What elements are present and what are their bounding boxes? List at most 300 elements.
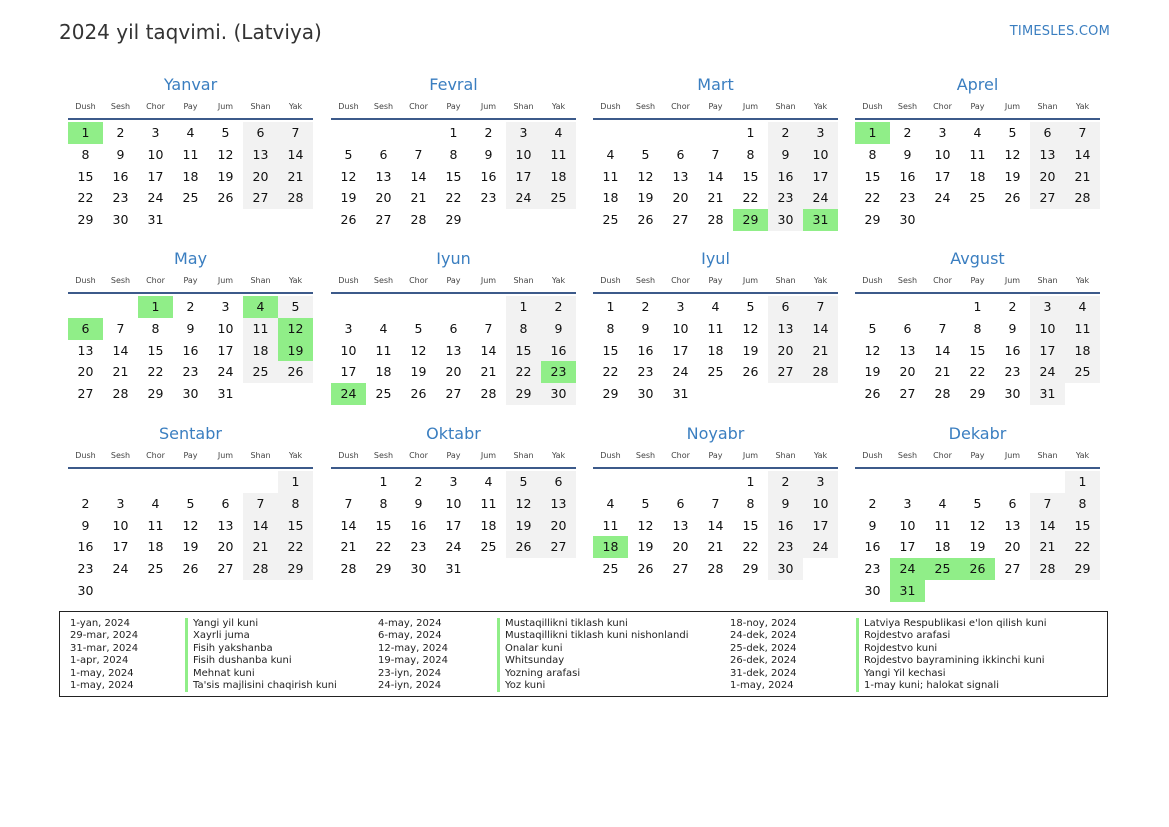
day-cell[interactable]: 20 <box>375 190 392 206</box>
day-cell[interactable]: 25 <box>969 190 986 206</box>
day-cell[interactable]: 12 <box>637 517 654 533</box>
holiday-day-cell[interactable]: 31 <box>803 209 838 231</box>
day-cell[interactable]: 15 <box>1065 515 1100 537</box>
holiday-day-cell[interactable]: 1 <box>855 122 890 144</box>
day-cell[interactable]: 14 <box>340 517 357 533</box>
day-cell[interactable]: 15 <box>147 342 164 358</box>
day-cell[interactable]: 18 <box>480 517 497 533</box>
day-cell[interactable]: 22 <box>506 361 541 383</box>
day-cell[interactable]: 6 <box>903 320 912 336</box>
day-cell[interactable]: 17 <box>217 342 234 358</box>
day-cell[interactable]: 11 <box>147 517 164 533</box>
day-cell[interactable]: 24 <box>803 187 838 209</box>
day-cell[interactable]: 22 <box>742 539 759 555</box>
day-cell[interactable]: 17 <box>803 166 838 188</box>
day-cell[interactable]: 4 <box>379 320 388 336</box>
day-cell[interactable]: 5 <box>868 320 877 336</box>
day-cell[interactable]: 19 <box>1004 168 1021 184</box>
day-cell[interactable]: 2 <box>414 474 423 489</box>
day-cell[interactable]: 28 <box>278 187 313 209</box>
day-cell[interactable]: 7 <box>803 296 838 318</box>
day-cell[interactable]: 25 <box>375 386 392 402</box>
day-cell[interactable]: 7 <box>278 122 313 144</box>
day-cell[interactable]: 22 <box>77 190 94 206</box>
holiday-day-cell[interactable]: 23 <box>541 361 576 383</box>
day-cell[interactable]: 18 <box>602 190 619 206</box>
day-cell[interactable]: 22 <box>602 364 619 380</box>
day-cell[interactable]: 9 <box>768 144 803 166</box>
day-cell[interactable]: 25 <box>541 187 576 209</box>
day-cell[interactable]: 27 <box>445 386 462 402</box>
day-cell[interactable]: 12 <box>742 320 759 336</box>
day-cell[interactable]: 4 <box>711 299 720 314</box>
day-cell[interactable]: 23 <box>77 561 94 577</box>
day-cell[interactable]: 7 <box>344 495 353 511</box>
day-cell[interactable]: 5 <box>1008 125 1017 140</box>
day-cell[interactable]: 4 <box>151 495 160 511</box>
day-cell[interactable]: 24 <box>803 536 838 558</box>
day-cell[interactable]: 16 <box>637 342 654 358</box>
day-cell[interactable]: 27 <box>672 212 689 228</box>
day-cell[interactable]: 26 <box>1004 190 1021 206</box>
holiday-day-cell[interactable]: 18 <box>593 536 628 558</box>
day-cell[interactable]: 9 <box>541 318 576 340</box>
day-cell[interactable]: 9 <box>484 146 493 162</box>
day-cell[interactable]: 27 <box>672 561 689 577</box>
day-cell[interactable]: 1 <box>506 296 541 318</box>
day-cell[interactable]: 6 <box>1030 122 1065 144</box>
day-cell[interactable]: 21 <box>707 190 724 206</box>
day-cell[interactable]: 10 <box>899 517 916 533</box>
day-cell[interactable]: 1 <box>379 474 388 489</box>
day-cell[interactable]: 27 <box>375 212 392 228</box>
day-cell[interactable]: 16 <box>768 515 803 537</box>
day-cell[interactable]: 6 <box>541 471 576 493</box>
day-cell[interactable]: 23 <box>1004 364 1021 380</box>
day-cell[interactable]: 15 <box>864 168 881 184</box>
day-cell[interactable]: 11 <box>480 495 497 511</box>
day-cell[interactable]: 3 <box>676 299 685 314</box>
day-cell[interactable]: 3 <box>449 474 458 489</box>
day-cell[interactable]: 7 <box>116 320 125 336</box>
day-cell[interactable]: 24 <box>934 190 951 206</box>
day-cell[interactable]: 12 <box>969 517 986 533</box>
day-cell[interactable]: 26 <box>182 561 199 577</box>
day-cell[interactable]: 19 <box>410 364 427 380</box>
day-cell[interactable]: 19 <box>637 190 654 206</box>
day-cell[interactable]: 13 <box>768 318 803 340</box>
day-cell[interactable]: 2 <box>116 125 125 140</box>
day-cell[interactable]: 6 <box>676 495 685 511</box>
day-cell[interactable]: 8 <box>449 146 458 162</box>
day-cell[interactable]: 1 <box>1065 471 1100 493</box>
day-cell[interactable]: 9 <box>116 146 125 162</box>
day-cell[interactable]: 4 <box>938 495 947 511</box>
day-cell[interactable]: 20 <box>445 364 462 380</box>
day-cell[interactable]: 22 <box>969 364 986 380</box>
day-cell[interactable]: 19 <box>742 342 759 358</box>
day-cell[interactable]: 21 <box>1065 166 1100 188</box>
day-cell[interactable]: 23 <box>637 364 654 380</box>
day-cell[interactable]: 8 <box>278 493 313 515</box>
day-cell[interactable]: 12 <box>182 517 199 533</box>
day-cell[interactable]: 7 <box>711 495 720 511</box>
day-cell[interactable]: 9 <box>641 320 650 336</box>
day-cell[interactable]: 18 <box>243 340 278 362</box>
day-cell[interactable]: 16 <box>541 340 576 362</box>
day-cell[interactable]: 8 <box>506 318 541 340</box>
day-cell[interactable]: 27 <box>1004 561 1021 577</box>
day-cell[interactable]: 27 <box>1030 187 1065 209</box>
day-cell[interactable]: 5 <box>186 495 195 511</box>
day-cell[interactable]: 10 <box>217 320 234 336</box>
day-cell[interactable]: 18 <box>541 166 576 188</box>
day-cell[interactable]: 1 <box>449 125 458 140</box>
day-cell[interactable]: 8 <box>868 146 877 162</box>
day-cell[interactable]: 5 <box>506 471 541 493</box>
day-cell[interactable]: 11 <box>602 517 619 533</box>
day-cell[interactable]: 14 <box>934 342 951 358</box>
day-cell[interactable]: 26 <box>864 386 881 402</box>
day-cell[interactable]: 24 <box>1030 361 1065 383</box>
day-cell[interactable]: 16 <box>899 168 916 184</box>
day-cell[interactable]: 9 <box>186 320 195 336</box>
day-cell[interactable]: 26 <box>742 364 759 380</box>
day-cell[interactable]: 22 <box>375 539 392 555</box>
day-cell[interactable]: 7 <box>243 493 278 515</box>
day-cell[interactable]: 19 <box>182 539 199 555</box>
day-cell[interactable]: 4 <box>484 474 493 489</box>
day-cell[interactable]: 25 <box>602 212 619 228</box>
day-cell[interactable]: 8 <box>746 495 755 511</box>
day-cell[interactable]: 5 <box>641 495 650 511</box>
day-cell[interactable]: 21 <box>410 190 427 206</box>
day-cell[interactable]: 31 <box>445 561 462 577</box>
site-link[interactable]: TIMESLES.COM <box>1009 24 1110 39</box>
day-cell[interactable]: 13 <box>899 342 916 358</box>
day-cell[interactable]: 3 <box>506 122 541 144</box>
holiday-day-cell[interactable]: 1 <box>68 122 103 144</box>
day-cell[interactable]: 14 <box>707 168 724 184</box>
day-cell[interactable]: 30 <box>77 582 94 598</box>
day-cell[interactable]: 17 <box>899 539 916 555</box>
day-cell[interactable]: 11 <box>182 146 199 162</box>
day-cell[interactable]: 24 <box>445 539 462 555</box>
day-cell[interactable]: 13 <box>672 168 689 184</box>
day-cell[interactable]: 22 <box>147 364 164 380</box>
day-cell[interactable]: 12 <box>217 146 234 162</box>
day-cell[interactable]: 28 <box>480 386 497 402</box>
day-cell[interactable]: 21 <box>112 364 129 380</box>
day-cell[interactable]: 20 <box>217 539 234 555</box>
day-cell[interactable]: 25 <box>147 561 164 577</box>
day-cell[interactable]: 20 <box>541 515 576 537</box>
day-cell[interactable]: 18 <box>934 539 951 555</box>
day-cell[interactable]: 29 <box>969 386 986 402</box>
day-cell[interactable]: 31 <box>1030 383 1065 405</box>
day-cell[interactable]: 9 <box>868 517 877 533</box>
day-cell[interactable]: 8 <box>606 320 615 336</box>
day-cell[interactable]: 4 <box>606 146 615 162</box>
day-cell[interactable]: 30 <box>1004 386 1021 402</box>
day-cell[interactable]: 6 <box>221 495 230 511</box>
day-cell[interactable]: 3 <box>151 125 160 140</box>
day-cell[interactable]: 2 <box>868 495 877 511</box>
day-cell[interactable]: 15 <box>742 168 759 184</box>
day-cell[interactable]: 13 <box>77 342 94 358</box>
day-cell[interactable]: 28 <box>1065 187 1100 209</box>
day-cell[interactable]: 25 <box>707 364 724 380</box>
day-cell[interactable]: 11 <box>969 146 986 162</box>
day-cell[interactable]: 29 <box>77 212 94 228</box>
day-cell[interactable]: 21 <box>803 340 838 362</box>
day-cell[interactable]: 14 <box>803 318 838 340</box>
day-cell[interactable]: 26 <box>506 536 541 558</box>
day-cell[interactable]: 18 <box>182 168 199 184</box>
day-cell[interactable]: 26 <box>278 361 313 383</box>
holiday-day-cell[interactable]: 6 <box>68 318 103 340</box>
day-cell[interactable]: 23 <box>112 190 129 206</box>
day-cell[interactable]: 15 <box>602 342 619 358</box>
day-cell[interactable]: 20 <box>243 166 278 188</box>
day-cell[interactable]: 1 <box>606 299 615 314</box>
day-cell[interactable]: 27 <box>243 187 278 209</box>
day-cell[interactable]: 10 <box>934 146 951 162</box>
day-cell[interactable]: 19 <box>637 539 654 555</box>
day-cell[interactable]: 13 <box>243 144 278 166</box>
day-cell[interactable]: 30 <box>768 209 803 231</box>
day-cell[interactable]: 5 <box>973 495 982 511</box>
day-cell[interactable]: 10 <box>803 493 838 515</box>
day-cell[interactable]: 21 <box>707 539 724 555</box>
day-cell[interactable]: 13 <box>672 517 689 533</box>
day-cell[interactable]: 8 <box>746 146 755 162</box>
day-cell[interactable]: 19 <box>506 515 541 537</box>
day-cell[interactable]: 30 <box>637 386 654 402</box>
day-cell[interactable]: 13 <box>445 342 462 358</box>
day-cell[interactable]: 13 <box>375 168 392 184</box>
holiday-day-cell[interactable]: 19 <box>278 340 313 362</box>
day-cell[interactable]: 2 <box>1008 299 1017 314</box>
day-cell[interactable]: 17 <box>112 539 129 555</box>
day-cell[interactable]: 10 <box>506 144 541 166</box>
day-cell[interactable]: 30 <box>182 386 199 402</box>
day-cell[interactable]: 12 <box>410 342 427 358</box>
day-cell[interactable]: 1 <box>746 474 755 489</box>
day-cell[interactable]: 4 <box>606 495 615 511</box>
day-cell[interactable]: 25 <box>1065 361 1100 383</box>
day-cell[interactable]: 26 <box>410 386 427 402</box>
day-cell[interactable]: 13 <box>1004 517 1021 533</box>
day-cell[interactable]: 1 <box>746 125 755 140</box>
day-cell[interactable]: 17 <box>803 515 838 537</box>
day-cell[interactable]: 11 <box>375 342 392 358</box>
day-cell[interactable]: 31 <box>217 386 234 402</box>
day-cell[interactable]: 17 <box>506 166 541 188</box>
day-cell[interactable]: 25 <box>182 190 199 206</box>
day-cell[interactable]: 19 <box>340 190 357 206</box>
day-cell[interactable]: 3 <box>803 122 838 144</box>
day-cell[interactable]: 3 <box>1030 296 1065 318</box>
holiday-day-cell[interactable]: 25 <box>925 558 960 580</box>
day-cell[interactable]: 4 <box>541 122 576 144</box>
day-cell[interactable]: 7 <box>484 320 493 336</box>
day-cell[interactable]: 10 <box>672 320 689 336</box>
day-cell[interactable]: 9 <box>1008 320 1017 336</box>
day-cell[interactable]: 16 <box>182 342 199 358</box>
day-cell[interactable]: 6 <box>379 146 388 162</box>
day-cell[interactable]: 18 <box>707 342 724 358</box>
day-cell[interactable]: 5 <box>221 125 230 140</box>
day-cell[interactable]: 30 <box>899 212 916 228</box>
holiday-day-cell[interactable]: 1 <box>138 296 173 318</box>
day-cell[interactable]: 25 <box>480 539 497 555</box>
day-cell[interactable]: 11 <box>541 144 576 166</box>
day-cell[interactable]: 2 <box>81 495 90 511</box>
day-cell[interactable]: 29 <box>375 561 392 577</box>
day-cell[interactable]: 9 <box>81 517 90 533</box>
day-cell[interactable]: 19 <box>864 364 881 380</box>
day-cell[interactable]: 26 <box>340 212 357 228</box>
day-cell[interactable]: 24 <box>112 561 129 577</box>
day-cell[interactable]: 7 <box>711 146 720 162</box>
holiday-day-cell[interactable]: 29 <box>733 209 768 231</box>
day-cell[interactable]: 26 <box>637 561 654 577</box>
day-cell[interactable]: 7 <box>414 146 423 162</box>
day-cell[interactable]: 8 <box>151 320 160 336</box>
day-cell[interactable]: 22 <box>742 190 759 206</box>
day-cell[interactable]: 26 <box>217 190 234 206</box>
day-cell[interactable]: 22 <box>1065 536 1100 558</box>
day-cell[interactable]: 15 <box>506 340 541 362</box>
day-cell[interactable]: 6 <box>768 296 803 318</box>
day-cell[interactable]: 14 <box>243 515 278 537</box>
day-cell[interactable]: 5 <box>344 146 353 162</box>
day-cell[interactable]: 6 <box>1008 495 1017 511</box>
day-cell[interactable]: 29 <box>506 383 541 405</box>
day-cell[interactable]: 3 <box>938 125 947 140</box>
day-cell[interactable]: 16 <box>864 539 881 555</box>
day-cell[interactable]: 15 <box>278 515 313 537</box>
day-cell[interactable]: 28 <box>340 561 357 577</box>
day-cell[interactable]: 4 <box>1065 296 1100 318</box>
day-cell[interactable]: 21 <box>480 364 497 380</box>
day-cell[interactable]: 6 <box>676 146 685 162</box>
day-cell[interactable]: 11 <box>707 320 724 336</box>
day-cell[interactable]: 23 <box>182 364 199 380</box>
day-cell[interactable]: 3 <box>803 471 838 493</box>
day-cell[interactable]: 29 <box>278 558 313 580</box>
day-cell[interactable]: 10 <box>1030 318 1065 340</box>
day-cell[interactable]: 11 <box>243 318 278 340</box>
day-cell[interactable]: 9 <box>768 493 803 515</box>
day-cell[interactable]: 20 <box>1030 166 1065 188</box>
day-cell[interactable]: 15 <box>77 168 94 184</box>
day-cell[interactable]: 29 <box>445 212 462 228</box>
day-cell[interactable]: 22 <box>278 536 313 558</box>
day-cell[interactable]: 17 <box>672 342 689 358</box>
day-cell[interactable]: 2 <box>541 296 576 318</box>
day-cell[interactable]: 8 <box>379 495 388 511</box>
day-cell[interactable]: 4 <box>973 125 982 140</box>
day-cell[interactable]: 12 <box>637 168 654 184</box>
day-cell[interactable]: 3 <box>221 299 230 314</box>
day-cell[interactable]: 29 <box>147 386 164 402</box>
day-cell[interactable]: 15 <box>445 168 462 184</box>
day-cell[interactable]: 27 <box>768 361 803 383</box>
day-cell[interactable]: 30 <box>112 212 129 228</box>
day-cell[interactable]: 24 <box>672 364 689 380</box>
day-cell[interactable]: 12 <box>506 493 541 515</box>
day-cell[interactable]: 22 <box>445 190 462 206</box>
day-cell[interactable]: 1 <box>973 299 982 314</box>
day-cell[interactable]: 18 <box>1065 340 1100 362</box>
day-cell[interactable]: 5 <box>278 296 313 318</box>
day-cell[interactable]: 6 <box>243 122 278 144</box>
day-cell[interactable]: 6 <box>449 320 458 336</box>
day-cell[interactable]: 27 <box>541 536 576 558</box>
day-cell[interactable]: 30 <box>541 383 576 405</box>
day-cell[interactable]: 5 <box>746 299 755 314</box>
day-cell[interactable]: 10 <box>803 144 838 166</box>
holiday-day-cell[interactable]: 4 <box>243 296 278 318</box>
day-cell[interactable]: 13 <box>217 517 234 533</box>
day-cell[interactable]: 23 <box>480 190 497 206</box>
day-cell[interactable]: 9 <box>903 146 912 162</box>
day-cell[interactable]: 30 <box>864 582 881 598</box>
day-cell[interactable]: 23 <box>864 561 881 577</box>
day-cell[interactable]: 20 <box>1004 539 1021 555</box>
day-cell[interactable]: 14 <box>707 517 724 533</box>
day-cell[interactable]: 8 <box>1065 493 1100 515</box>
day-cell[interactable]: 15 <box>742 517 759 533</box>
day-cell[interactable]: 5 <box>641 146 650 162</box>
day-cell[interactable]: 28 <box>410 212 427 228</box>
day-cell[interactable]: 10 <box>340 342 357 358</box>
day-cell[interactable]: 8 <box>81 146 90 162</box>
day-cell[interactable]: 28 <box>707 561 724 577</box>
day-cell[interactable]: 2 <box>768 471 803 493</box>
day-cell[interactable]: 17 <box>1030 340 1065 362</box>
day-cell[interactable]: 10 <box>445 495 462 511</box>
day-cell[interactable]: 20 <box>672 539 689 555</box>
day-cell[interactable]: 29 <box>742 561 759 577</box>
day-cell[interactable]: 28 <box>112 386 129 402</box>
day-cell[interactable]: 16 <box>410 517 427 533</box>
day-cell[interactable]: 20 <box>77 364 94 380</box>
day-cell[interactable]: 30 <box>768 558 803 580</box>
day-cell[interactable]: 16 <box>77 539 94 555</box>
day-cell[interactable]: 14 <box>278 144 313 166</box>
day-cell[interactable]: 11 <box>602 168 619 184</box>
holiday-day-cell[interactable]: 24 <box>331 383 366 405</box>
day-cell[interactable]: 4 <box>186 125 195 140</box>
day-cell[interactable]: 29 <box>602 386 619 402</box>
day-cell[interactable]: 23 <box>410 539 427 555</box>
day-cell[interactable]: 17 <box>340 364 357 380</box>
day-cell[interactable]: 14 <box>1030 515 1065 537</box>
day-cell[interactable]: 24 <box>506 187 541 209</box>
day-cell[interactable]: 17 <box>445 517 462 533</box>
day-cell[interactable]: 26 <box>637 212 654 228</box>
day-cell[interactable]: 28 <box>1030 558 1065 580</box>
day-cell[interactable]: 16 <box>1004 342 1021 358</box>
day-cell[interactable]: 24 <box>217 364 234 380</box>
day-cell[interactable]: 23 <box>768 536 803 558</box>
day-cell[interactable]: 12 <box>864 342 881 358</box>
day-cell[interactable]: 23 <box>768 187 803 209</box>
day-cell[interactable]: 3 <box>903 495 912 511</box>
